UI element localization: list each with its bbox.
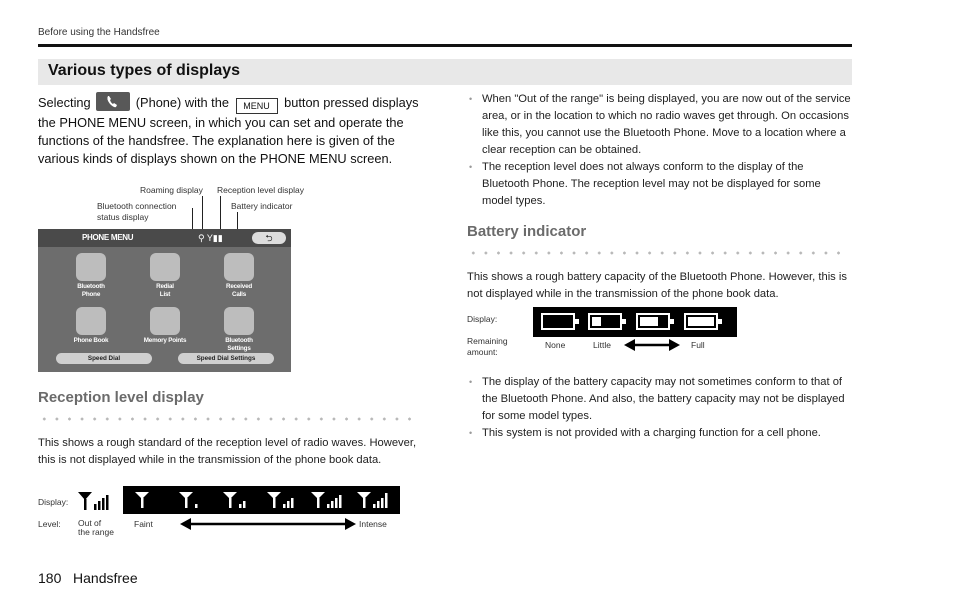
tile-label: Bluetooth Settings xyxy=(225,337,253,352)
battery-little-icon xyxy=(588,313,622,330)
reception-sample-icon xyxy=(76,490,110,517)
signal-level-3-icon xyxy=(265,491,301,509)
speed-dial-settings-button[interactable]: Speed Dial Settings xyxy=(178,353,274,364)
battery-double-arrow-icon xyxy=(624,338,680,357)
tile-label: Bluetooth Phone xyxy=(77,283,105,298)
section-title: Various types of displays xyxy=(48,62,241,79)
battery-display-label: Display: xyxy=(467,314,498,324)
phone-icon xyxy=(96,92,130,111)
reception-double-arrow-icon xyxy=(180,517,356,536)
signal-level-0-icon xyxy=(133,491,169,509)
speed-dial-button[interactable]: Speed Dial xyxy=(56,353,152,364)
battery-mid-icon xyxy=(636,313,670,330)
battery-note-2: • This system is not provided with a charging function for a cell phone. xyxy=(467,425,852,442)
reception-intense: Intense xyxy=(359,519,387,529)
signal-level-2-icon xyxy=(221,491,257,509)
callout-reception: Reception level display xyxy=(217,185,304,195)
tile-bluetooth-phone[interactable] xyxy=(56,251,126,303)
page-folio xyxy=(38,570,138,586)
tile-bluetooth-settings[interactable] xyxy=(204,305,274,357)
battery-note-1: • The display of the battery capacity may not sometimes conform to that of the Bluetooth Phone. And also, the battery capacity may not be displayed for some model types. xyxy=(467,374,852,425)
callout-bt-status-line1: Bluetooth connection xyxy=(97,201,177,211)
range-note-1: • When "Out of the range" is being displayed, you are now out of the service area, or in the location to which no radio waves get through. On occasions like this, you cannot use the Bluetooth Phone. Move to a location where a clear reception can be obtained. xyxy=(467,91,852,159)
reception-level-label: Level: xyxy=(38,519,61,529)
battery-level-bar xyxy=(533,307,737,337)
reception-dots xyxy=(38,417,418,421)
reception-out-of-range xyxy=(78,519,114,537)
reception-display-label: Display: xyxy=(38,497,69,507)
remaining-line2: amount: xyxy=(467,347,498,357)
signal-level-5-icon xyxy=(355,491,391,509)
battery-heading: Battery indicator xyxy=(467,223,587,240)
intro-text-1: Selecting xyxy=(38,95,91,110)
signal-level-1-icon xyxy=(177,491,213,509)
battery-full-label: Full xyxy=(691,340,705,350)
range-notes xyxy=(467,91,852,210)
battery-dots xyxy=(467,251,847,255)
reception-faint: Faint xyxy=(134,519,153,529)
back-button[interactable]: ⮌ xyxy=(252,232,286,244)
tile-received-calls[interactable] xyxy=(204,251,274,303)
intro-paragraph xyxy=(38,92,433,169)
chapter-label: Handsfree xyxy=(73,570,138,586)
remaining-line1: Remaining xyxy=(467,336,508,346)
battery-little-label: Little xyxy=(593,340,611,350)
intro-text-3: button pressed displays the PHONE MENU screen, in which you can set and operate the functions of the handsfree. The explanation here is given of the various kinds of displays shown on the PHONE MENU screen. xyxy=(38,95,419,167)
tile-redial-list[interactable] xyxy=(130,251,200,303)
callout-bt-status xyxy=(97,201,176,223)
reception-heading: Reception level display xyxy=(38,389,204,406)
redial-icon xyxy=(150,253,180,281)
tile-label: Memory Points xyxy=(143,337,187,344)
out-of-range-line2: the range xyxy=(78,527,114,537)
memory-points-icon xyxy=(150,307,180,335)
phone-book-icon xyxy=(76,307,106,335)
screen-title: PHONE MENU xyxy=(82,233,134,242)
menu-key-icon: MENU xyxy=(236,98,278,114)
range-note-2: • The reception level does not always conform to the display of the Bluetooth Phone. The reception level may not be displayed for some model types. xyxy=(467,159,852,210)
signal-level-4-icon xyxy=(309,491,345,509)
out-of-range-line1: Out of xyxy=(78,518,102,528)
reception-text: This shows a rough standard of the reception level of radio waves. However, this is not displayed while in the transmission of the phone book data. xyxy=(38,437,417,466)
battery-none-icon xyxy=(541,313,575,330)
header-rule xyxy=(38,44,852,47)
reception-level-bar xyxy=(123,486,400,514)
tile-label: Received Calls xyxy=(225,283,253,298)
phone-menu-screen xyxy=(38,229,291,372)
battery-text: This shows a rough battery capacity of the Bluetooth Phone. However, this is not displayed while in the transmission of the phone book data. xyxy=(467,271,847,300)
battery-none-label: None xyxy=(545,340,566,350)
tile-label: Phone Book xyxy=(73,337,109,344)
running-head: Before using the Handsfree xyxy=(38,27,160,38)
intro-text-2: (Phone) with the xyxy=(135,95,229,110)
battery-remaining-label xyxy=(467,336,508,358)
tile-phone-book[interactable] xyxy=(56,305,126,357)
received-calls-icon xyxy=(224,253,254,281)
tile-label: Redial List xyxy=(156,283,174,298)
battery-full-icon xyxy=(684,313,718,330)
status-icons: ⚲ Y▮▮ xyxy=(198,233,223,243)
page-number: 180 xyxy=(38,570,62,586)
callout-bt-status-line2: status display xyxy=(97,212,149,222)
bluetooth-phone-icon xyxy=(76,253,106,281)
tile-memory-points[interactable] xyxy=(130,305,200,357)
bluetooth-settings-icon xyxy=(224,307,254,335)
callout-roaming: Roaming display xyxy=(140,185,203,195)
battery-notes xyxy=(467,374,852,442)
callout-battery: Battery indicator xyxy=(231,201,293,211)
